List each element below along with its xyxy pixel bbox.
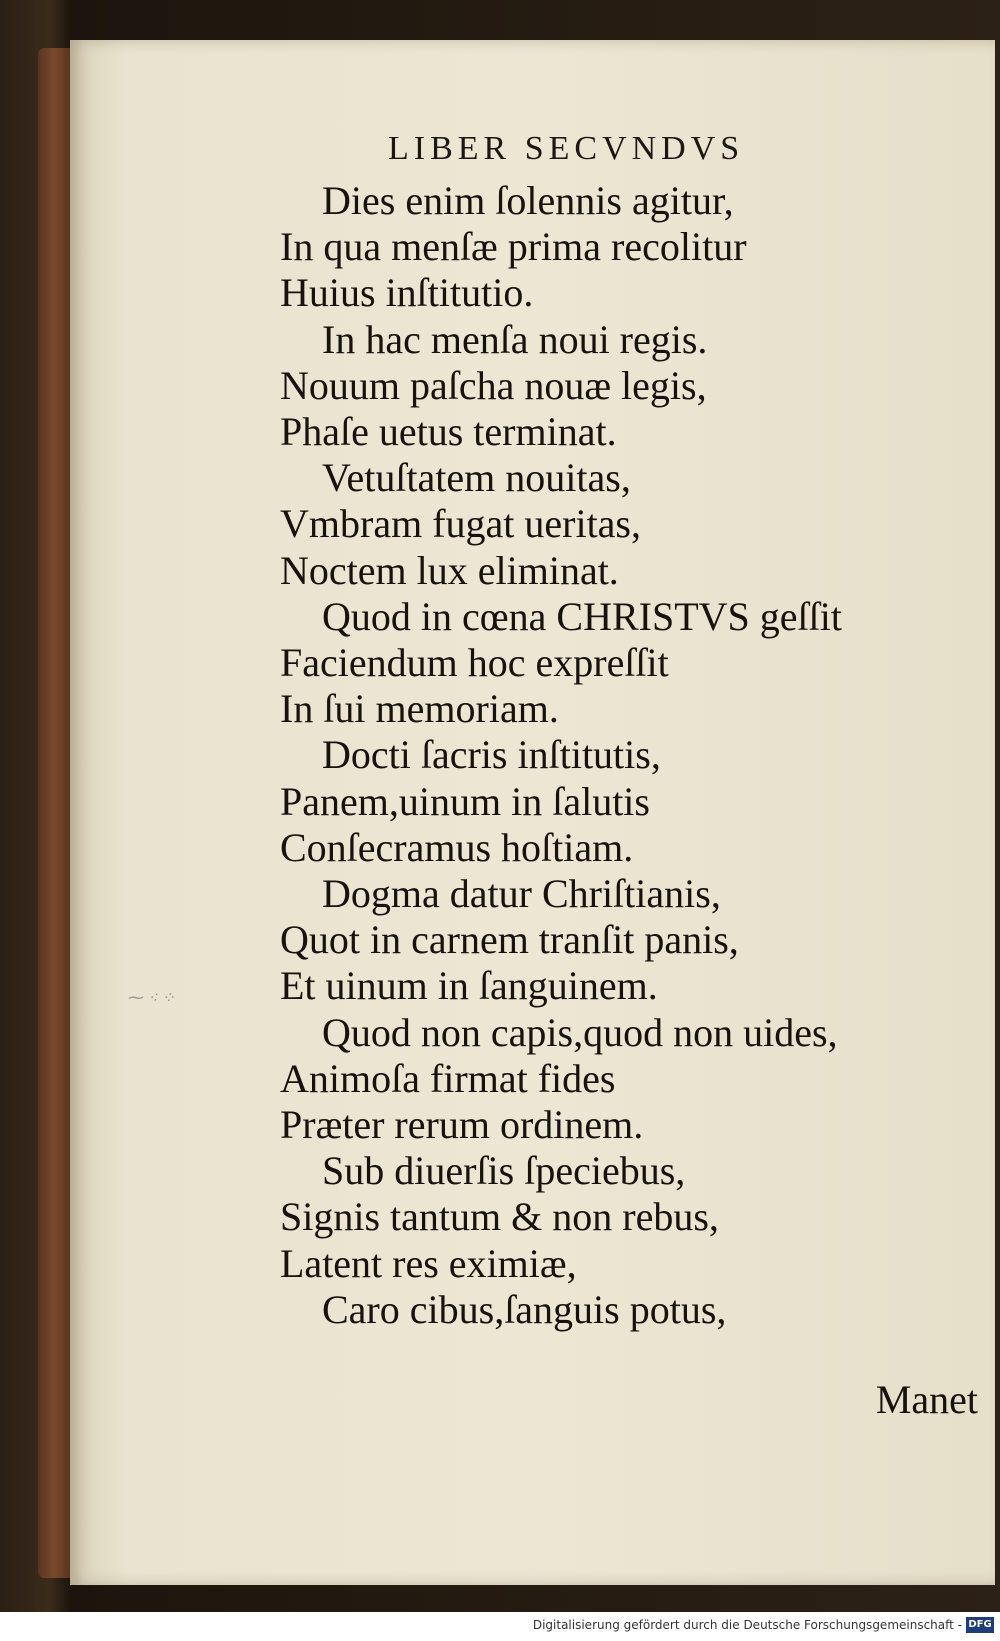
verse-line: In ſui memoriam.: [280, 686, 559, 731]
catchword: Manet: [875, 1377, 978, 1422]
footer-bar: [0, 1612, 1000, 1641]
verse-line: Faciendum hoc expreſſit: [280, 640, 669, 685]
verse-line: Huius inſtitutio.: [280, 270, 534, 315]
verse-line: Panem,uinum in ſalutis: [280, 779, 650, 824]
verse-line: Sub diuerſis ſpeciebus,: [322, 1148, 686, 1193]
verse-line: Et uinum in ſanguinem.: [280, 963, 658, 1008]
verse-line: Signis tantum & non rebus,: [280, 1194, 719, 1239]
verse-line: Phaſe uetus terminat.: [280, 409, 617, 454]
verse-line: In qua menſæ prima recolitur: [280, 224, 747, 269]
verse-line: Latent res eximiæ,: [280, 1241, 577, 1286]
verse-line: Dogma datur Chriſtianis,: [322, 871, 721, 916]
verse-line: Caro cibus,ſanguis potus,: [322, 1287, 727, 1332]
verse-line: Quod non capis,quod non uides,: [322, 1010, 838, 1055]
verse-line: Nouum paſcha nouæ legis,: [280, 363, 707, 408]
verse-line: Conſecramus hoſtiam.: [280, 825, 634, 870]
verse-line: Docti ſacris inſtitutis,: [322, 732, 661, 777]
verse-line: Præter rerum ordinem.: [280, 1102, 644, 1147]
verse-line: In hac menſa noui regis.: [322, 317, 708, 362]
dfg-logo-icon: DFG: [966, 1617, 994, 1633]
verse-line: Animoſa firmat fides: [280, 1056, 616, 1101]
running-title: LIBER SECVNDVS: [388, 130, 745, 167]
footer-credit: Digitalisierung gefördert durch die Deutsche Forschungsgemeinschaft -: [532, 1618, 962, 1632]
verse-line: Quot in carnem tranſit panis,: [280, 917, 739, 962]
margin-annotation-mark: ⁓ ⁖ ⁘: [128, 990, 175, 1007]
verse-line: Dies enim ſolennis agitur,: [322, 178, 734, 223]
verse-line: Quod in cœna CHRISTVS geſſit: [322, 594, 842, 639]
verse-line: Noctem lux eliminat.: [280, 548, 619, 593]
verse-line: Vetuſtatem nouitas,: [322, 455, 631, 500]
verse-line: Vmbram fugat ueritas,: [280, 501, 641, 546]
